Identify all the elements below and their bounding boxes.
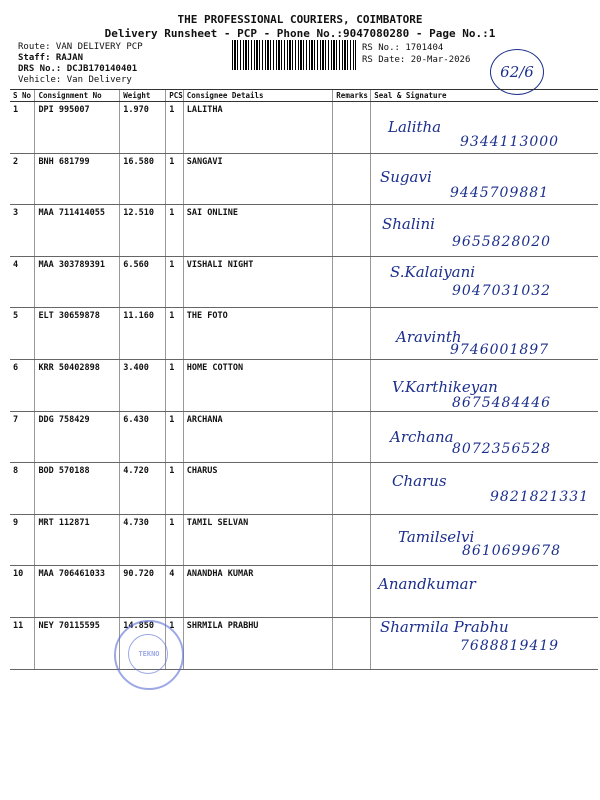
cell-weight: 4.720	[120, 463, 166, 515]
cell-sno: 1	[10, 102, 35, 154]
cell-sno: 9	[10, 514, 35, 566]
cell-weight: 11.160	[120, 308, 166, 360]
cell-remarks	[333, 617, 371, 669]
cell-pcs: 1	[166, 359, 184, 411]
route-text: Route: VAN DELIVERY PCP	[18, 42, 143, 52]
cell-consignee: SHRMILA PRABHU	[183, 617, 333, 669]
cell-sno: 11	[10, 617, 35, 669]
col-header-consignment: Consignment No	[35, 90, 120, 102]
cell-remarks	[333, 256, 371, 308]
handwritten-signature: Sugavi	[380, 168, 432, 186]
handwritten-signature: Tamilselvi	[398, 528, 475, 546]
cell-remarks	[333, 153, 371, 205]
vehicle-text: Vehicle: Van Delivery	[18, 75, 132, 85]
handwritten-phone: 9047031032	[452, 283, 552, 299]
handwritten-phone: 7688819419	[460, 638, 560, 654]
cell-consignment: BNH 681799	[35, 153, 120, 205]
cell-pcs: 1	[166, 514, 184, 566]
cell-weight: 6.430	[120, 411, 166, 463]
cell-pcs: 1	[166, 463, 184, 515]
cell-weight: 12.510	[120, 205, 166, 257]
handwritten-phone: 9746001897	[450, 342, 550, 358]
cell-consignee: CHARUS	[183, 463, 333, 515]
cell-remarks	[333, 359, 371, 411]
cell-pcs: 1	[166, 308, 184, 360]
col-header-consignee: Consignee Details	[183, 90, 333, 102]
handwritten-phone: 8072356528	[452, 441, 552, 457]
cell-remarks	[333, 102, 371, 154]
cell-consignment: MRT 112871	[35, 514, 120, 566]
cell-remarks	[333, 205, 371, 257]
staff-text: Staff: RAJAN	[18, 53, 84, 63]
cell-weight: 1.970	[120, 102, 166, 154]
col-header-signature: Seal & Signature	[371, 90, 598, 102]
cell-consignee: HOME COTTON	[183, 359, 333, 411]
handwritten-phone: 9445709881	[450, 185, 550, 201]
cell-consignee: VISHALI NIGHT	[183, 256, 333, 308]
cell-sno: 4	[10, 256, 35, 308]
barcode-image	[232, 40, 356, 70]
company-seal-stamp	[114, 620, 184, 690]
table-row	[10, 566, 598, 618]
cell-pcs: 4	[166, 566, 184, 618]
cell-pcs: 1	[166, 411, 184, 463]
rs-number: RS No.: 1701404	[362, 43, 444, 53]
cell-sno: 10	[10, 566, 35, 618]
col-header-pcs: PCS	[166, 90, 184, 102]
cell-consignment: MAA 303789391	[35, 256, 120, 308]
cell-consignment: DDG 758429	[35, 411, 120, 463]
cell-remarks	[333, 514, 371, 566]
cell-remarks	[333, 308, 371, 360]
cell-remarks	[333, 463, 371, 515]
cell-remarks	[333, 411, 371, 463]
cell-weight: 90.720	[120, 566, 166, 618]
handwritten-signature: V.Karthikeyan	[392, 378, 498, 396]
page-mark-handwritten: 62/6	[490, 49, 544, 95]
col-header-weight: Weight	[120, 90, 166, 102]
drs-number: DRS No.: DCJB170140401	[18, 64, 138, 74]
cell-weight: 6.560	[120, 256, 166, 308]
stamp-label: TEKNO	[138, 650, 160, 658]
handwritten-phone: 9344113000	[460, 134, 560, 150]
cell-consignee: LALITHA	[183, 102, 333, 154]
handwritten-signature: Shalini	[382, 215, 435, 233]
cell-sno: 6	[10, 359, 35, 411]
cell-remarks	[333, 566, 371, 618]
cell-consignment: KRR 50402898	[35, 359, 120, 411]
handwritten-signature: Charus	[392, 472, 447, 490]
cell-sno: 3	[10, 205, 35, 257]
handwritten-phone: 8675484446	[452, 395, 552, 411]
handwritten-signature: S.Kalaiyani	[390, 263, 476, 281]
handwritten-signature: Sharmila Prabhu	[380, 618, 509, 636]
handwritten-signature: Anandkumar	[378, 575, 476, 593]
cell-consignee: TAMIL SELVAN	[183, 514, 333, 566]
cell-weight: 3.400	[120, 359, 166, 411]
cell-pcs: 1	[166, 617, 184, 669]
cell-pcs: 1	[166, 205, 184, 257]
handwritten-phone: 9821821331	[490, 489, 590, 505]
cell-pcs: 1	[166, 256, 184, 308]
runsheet-title: Delivery Runsheet - PCP - Phone No.:9047080280 - Page No.:1	[104, 27, 496, 40]
cell-sno: 7	[10, 411, 35, 463]
cell-consignment: ELT 30659878	[35, 308, 120, 360]
cell-consignment: BOD 570188	[35, 463, 120, 515]
table-header-row	[10, 90, 598, 102]
cell-consignment: DPI 995007	[35, 102, 120, 154]
handwritten-signature: Archana	[390, 428, 454, 446]
cell-weight: 16.580	[120, 153, 166, 205]
cell-weight: 14.850	[120, 617, 166, 669]
delivery-table	[10, 89, 598, 670]
cell-pcs: 1	[166, 102, 184, 154]
cell-sno: 5	[10, 308, 35, 360]
cell-sno: 8	[10, 463, 35, 515]
handwritten-signature: Lalitha	[388, 118, 442, 136]
cell-consignee: SANGAVI	[183, 153, 333, 205]
cell-consignee: ANANDHA KUMAR	[183, 566, 333, 618]
cell-sno: 2	[10, 153, 35, 205]
cell-consignee: SAI ONLINE	[183, 205, 333, 257]
handwritten-phone: 9655828020	[452, 234, 552, 250]
cell-consignee: THE FOTO	[183, 308, 333, 360]
handwritten-signature: Aravinth	[396, 328, 462, 346]
rs-date: RS Date: 20-Mar-2026	[362, 55, 471, 65]
col-header-sno: S No	[10, 90, 35, 102]
handwritten-phone: 8610699678	[462, 543, 562, 559]
col-header-remarks: Remarks	[333, 90, 371, 102]
cell-consignment: MAA 711414055	[35, 205, 120, 257]
company-title: THE PROFESSIONAL COURIERS, COIMBATORE	[177, 13, 423, 26]
cell-weight: 4.730	[120, 514, 166, 566]
cell-pcs: 1	[166, 153, 184, 205]
cell-consignment: MAA 706461033	[35, 566, 120, 618]
cell-consignee: ARCHANA	[183, 411, 333, 463]
cell-consignment: NEY 70115595	[35, 617, 120, 669]
